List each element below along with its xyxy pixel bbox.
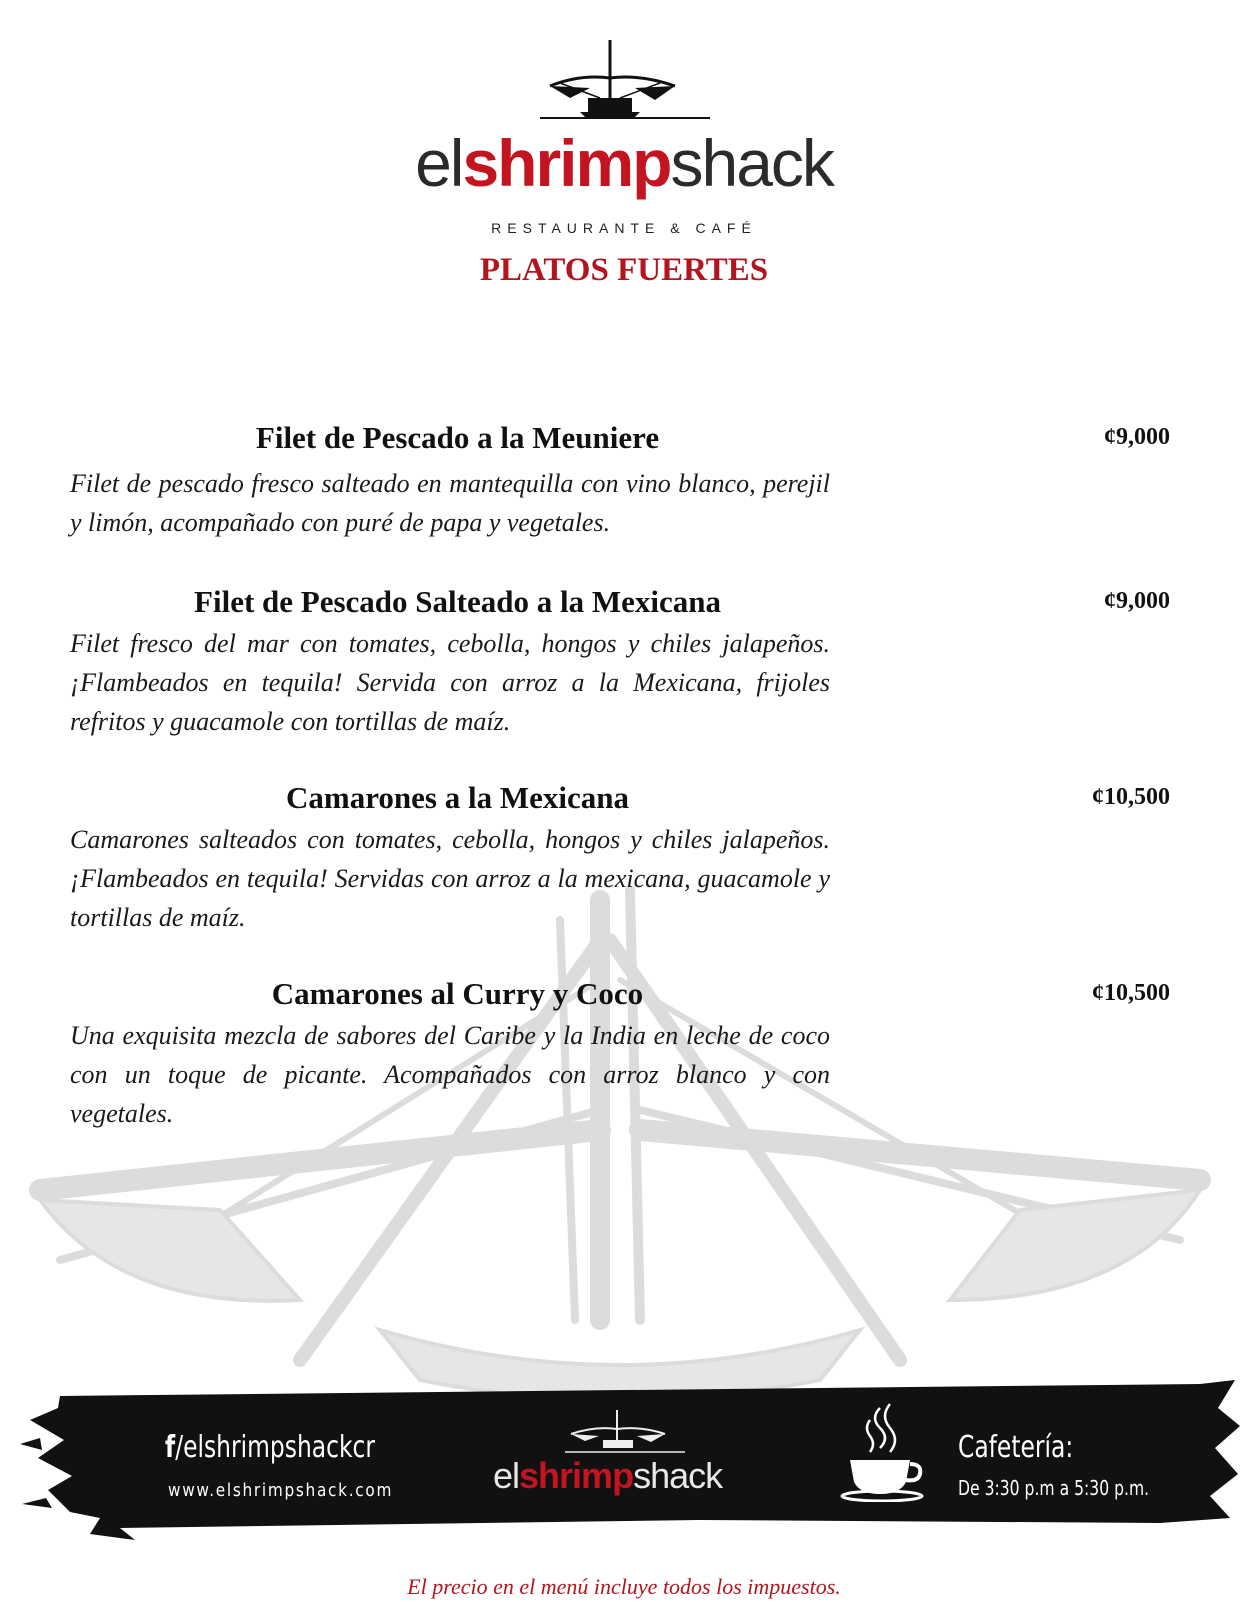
dish-price: ¢9,000 — [1104, 588, 1170, 614]
dish-name: Filet de Pescado Salteado a la Mexicana — [194, 584, 721, 619]
facebook-link[interactable] — [165, 1430, 375, 1465]
coffee-cup-icon — [840, 1402, 930, 1502]
cafeteria-hours: De 3:30 p.m a 5:30 p.m. — [958, 1476, 1150, 1500]
cafeteria-title: Cafetería: — [958, 1430, 1074, 1465]
dish-price: ¢10,500 — [1092, 784, 1170, 810]
section-title: PLATOS FUERTES — [479, 252, 769, 288]
facebook-handle: /elshrimpshackcr — [175, 1430, 376, 1465]
facebook-icon: f — [165, 1430, 176, 1465]
menu-item — [70, 780, 1170, 940]
brand-tagline: RESTAURANTE & CAFÉ — [491, 220, 757, 236]
ship-watermark-icon — [0, 880, 1248, 1440]
price-note: El precio en el menú incluye todos los impuestos. — [407, 1574, 841, 1599]
brand-logo — [0, 30, 1248, 236]
dish-name: Filet de Pescado a la Meuniere — [255, 420, 660, 455]
footer-brand-wordmark: elshrimpshack — [493, 1455, 723, 1496]
dish-price: ¢10,500 — [1092, 980, 1170, 1006]
dish-name: Camarones al Curry y Coco — [271, 976, 644, 1011]
website-link[interactable]: www.elshrimpshack.com — [168, 1480, 394, 1501]
dish-description: Camarones salteados con tomates, cebolla, hongos y chiles jalapeños. ¡Flambeados en tequila! Servidas con arroz a la mexicana, guacamole y tortillas de maíz. — [70, 825, 830, 932]
dish-name: Camarones a la Mexicana — [286, 780, 629, 815]
brand-wordmark: elshrimpshack — [415, 126, 833, 200]
dish-price: ¢9,000 — [1104, 424, 1170, 450]
dish-description: Una exquisita mezcla de sabores del Caribe y la India en leche de coco con un toque de picante. Acompañados con arroz blanco y con vegetales. — [70, 1021, 830, 1128]
dish-description: Filet de pescado fresco salteado en mantequilla con vino blanco, perejil y limón, acompañado con puré de papa y vegetales. — [70, 469, 830, 537]
menu-item — [70, 976, 1170, 1136]
menu-item — [70, 584, 1170, 744]
dish-description: Filet fresco del mar con tomates, cebolla, hongos y chiles jalapeños. ¡Flambeados en tequila! Servida con arroz a la Mexicana, frijoles refritos y guacamole con tortillas de maíz. — [70, 629, 830, 736]
menu-item — [70, 420, 1170, 550]
